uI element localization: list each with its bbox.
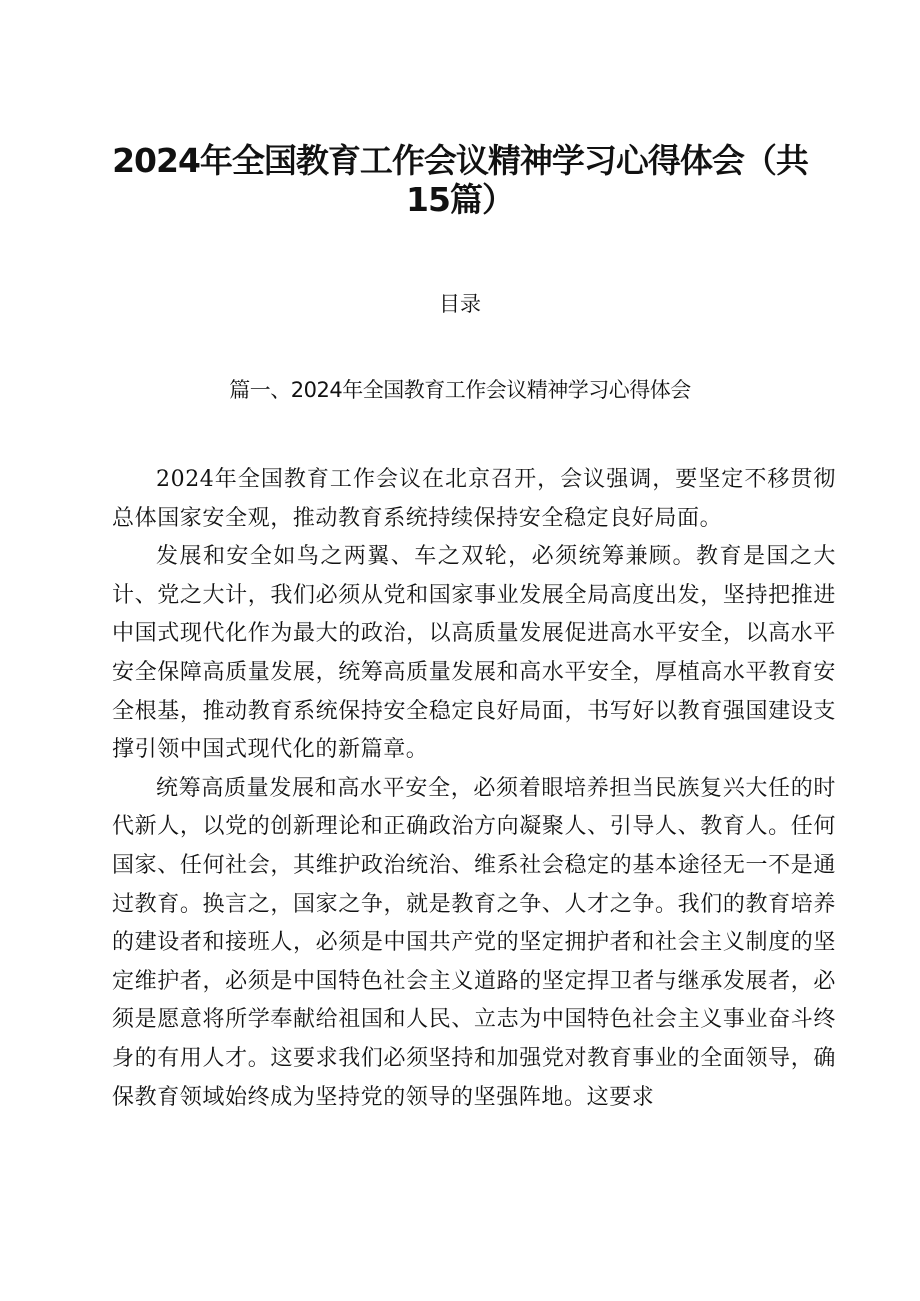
section-heading: 篇一、2024年全国教育工作会议精神学习心得体会 (229, 378, 691, 402)
table-of-contents-heading: 目录 (439, 292, 481, 316)
document-title-line-2: 15篇） (406, 180, 514, 219)
body-text (112, 461, 836, 1117)
paragraph-2: 发展和安全如鸟之两翼、车之双轮，必须统筹兼顾。教育是国之大计、党之大计，我们必须从党和国家事业发展全局高度出发，坚持把推进中国式现代化作为最大的政治，以高质量发展促进高水平安全，以高水平安全保障高质量发展，统筹高质量发展和高水平安全，厚植高水平教育安全根基，推动教育系统保持安全稳定良好局面，书写好以教育强国建设支撑引领中国式现代化的新篇章。 (112, 544, 836, 763)
paragraph-3: 统筹高质量发展和高水平安全，必须着眼培养担当民族复兴大任的时代新人，以党的创新理论和正确政治方向凝聚人、引导人、教育人。任何国家、任何社会，其维护政治统治、维系社会稳定的基本途径无一不是通过教育。换言之，国家之争，就是教育之争、人才之争。我们的教育培养的建设者和接班人，必须是中国共产党的坚定拥护者和社会主义制度的坚定维护者，必须是中国特色社会主义道路的坚定捍卫者与继承发展者，必须是愿意将所学奉献给祖国和人民、立志为中国特色社会主义事业奋斗终身的有用人才。这要求我们必须坚持和加强党对教育事业的全面领导，确保教育领域始终成为坚持党的领导的坚强阵地。这要求 (112, 775, 836, 1110)
paragraph-1: 2024年全国教育工作会议在北京召开，会议强调，要坚定不移贯彻总体国家安全观，推动教育系统持续保持安全稳定良好局面。 (112, 467, 836, 531)
document-title-line-1: 2024年全国教育工作会议精神学习心得体会（共 (112, 141, 808, 180)
